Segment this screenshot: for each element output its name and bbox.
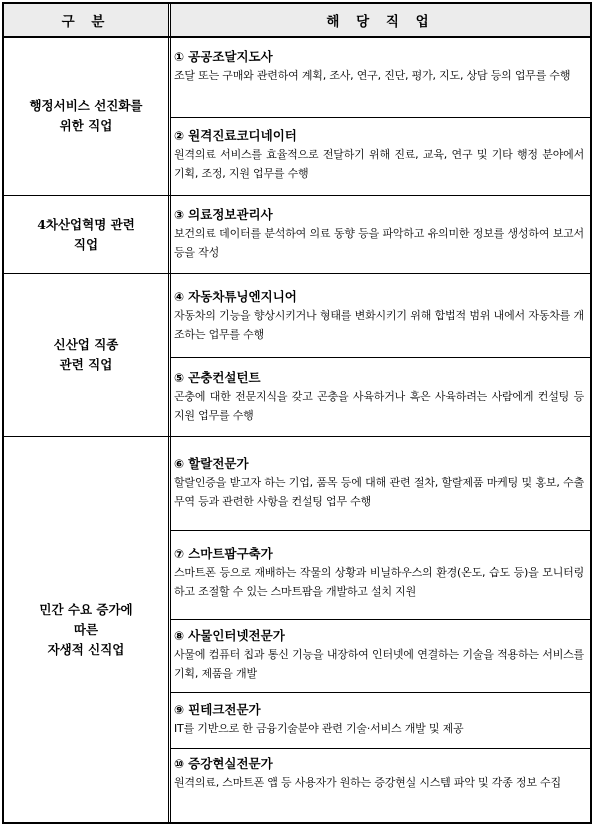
job-title: [174, 369, 584, 387]
job-divider: [170, 748, 591, 749]
job-number: ①: [174, 50, 185, 64]
table-border-right: [590, 2, 592, 824]
job-description: 곤충에 대한 전문지식을 갖고 곤충을 사육하거나 혹은 사육하려는 사람에게 컨설팅 등 지원 업무를 수행: [174, 390, 584, 422]
job-title: [174, 455, 584, 473]
category-new-industry: 신산업 직종 관련 직업: [53, 337, 119, 372]
job-number: ⑦: [174, 547, 185, 561]
job-entry: [174, 127, 584, 183]
job-name: 곤충컨설턴트: [188, 370, 261, 385]
job-description: 조달 또는 구매와 관련하여 계획, 조사, 연구, 진단, 평가, 지도, 상담 등의 업무를 수행: [174, 69, 571, 82]
job-name: 할랄전문가: [188, 456, 249, 471]
job-number: ③: [174, 208, 185, 222]
job-entry: [174, 701, 584, 738]
job-entry: [174, 455, 584, 511]
job-entry: [174, 627, 584, 683]
job-title: [174, 288, 584, 306]
job-title: [174, 206, 584, 224]
job-title: [174, 127, 584, 145]
job-name: 의료정보관리사: [188, 207, 273, 222]
job-title: [174, 48, 584, 66]
column-divider: [170, 2, 171, 824]
job-description: 스마트폰 등으로 재배하는 작물의 상황과 비닐하우스의 환경(온도, 습도 등)을 모니터링 하고 조절할 수 있는 스마트팜을 개발하고 설치 지원: [174, 566, 584, 598]
job-number: ②: [174, 129, 185, 143]
header-category: 구 분: [3, 3, 169, 36]
job-number: ⑩: [174, 757, 185, 771]
job-name: 공공조달지도사: [188, 49, 273, 64]
job-entry: [174, 369, 584, 425]
job-name: 원격진료코디네이터: [188, 128, 297, 143]
job-number: ④: [174, 290, 185, 304]
job-number: ⑥: [174, 457, 185, 471]
category-private-demand: 민간 수요 증가에 따른 자생적 신직업: [39, 601, 133, 657]
job-description: IT를 기반으로 한 금융기술분야 관련 기술·서비스 개발 및 제공: [174, 722, 464, 735]
job-number: ⑧: [174, 629, 185, 643]
job-entry: [174, 206, 584, 262]
job-divider: [170, 357, 591, 358]
header-jobs: 해 당 직 업: [171, 3, 590, 36]
table-border-bottom: [2, 822, 591, 824]
job-title: [174, 545, 584, 563]
job-number: ⑨: [174, 703, 185, 717]
job-divider: [170, 530, 591, 531]
job-description: 사물에 컴퓨터 칩과 통신 기능을 내장하여 인터넷에 연결하는 기술을 적용하는 서비스를 기획, 제품을 개발: [174, 648, 584, 680]
job-title: [174, 755, 584, 773]
job-description: 원격의료 서비스를 효율적으로 전달하기 위해 진료, 교육, 연구 및 기타 행정 분야에서 기획, 조정, 지원 업무를 수행: [174, 148, 584, 180]
job-name: 사물인터넷전문가: [188, 628, 285, 643]
job-description: 자동차의 기능을 향상시키거나 형태를 변화시키기 위해 합법적 범위 내에서 자동차를 개조하는 업무를 수행: [174, 309, 584, 341]
job-description: 보건의료 데이터를 분석하여 의료 동향 등을 파악하고 유의미한 정보를 생성하여 보고서 등을 작성: [174, 227, 584, 259]
job-divider: [170, 619, 591, 620]
job-title: [174, 701, 584, 719]
job-entry: [174, 48, 584, 85]
job-number: ⑤: [174, 371, 185, 385]
table-border-top: [2, 2, 591, 4]
job-name: 핀테크전문가: [188, 702, 261, 717]
job-name: 스마트팜구축가: [188, 546, 273, 561]
category-administrative: 행정서비스 선진화를 위한 직업: [29, 98, 143, 133]
job-divider: [170, 117, 591, 118]
job-description: 할랄인증을 받고자 하는 기업, 품목 등에 대해 관련 절차, 할랄제품 마케팅 및 홍보, 수출무역 등과 관련한 사항을 컨설팅 업무 수행: [174, 476, 584, 508]
job-title: [174, 627, 584, 645]
job-description: 원격의료, 스마트폰 앱 등 사용자가 원하는 증강현실 시스템 파악 및 각종 정보 수집: [174, 776, 561, 789]
job-name: 증강현실전문가: [188, 756, 273, 771]
job-entry: [174, 545, 584, 601]
job-divider: [170, 692, 591, 693]
job-entry: [174, 288, 584, 344]
job-name: 자동차튜닝엔지니어: [188, 289, 297, 304]
category-4th-industrial: 4차산업혁명 관련 직업: [37, 216, 135, 252]
job-entry: [174, 755, 584, 792]
